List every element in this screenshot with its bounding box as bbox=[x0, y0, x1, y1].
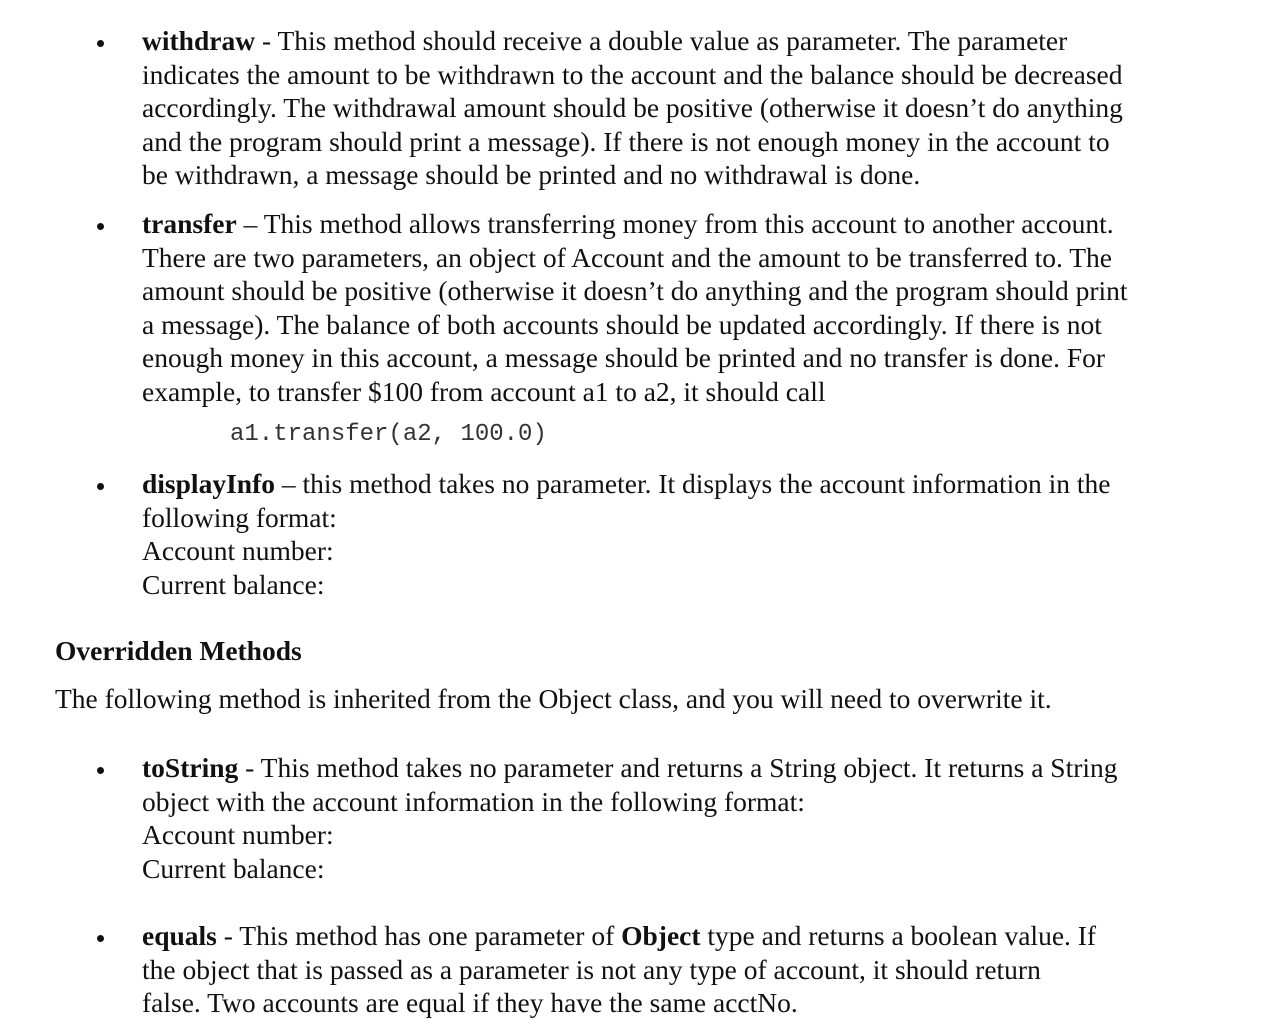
displayinfo-line-3: Current balance: bbox=[142, 568, 325, 600]
withdraw-line-1: indicates the amount to be withdrawn to the account and the balance should be decreased bbox=[142, 58, 1123, 90]
withdraw-line-0: withdraw - This method should receive a double value as parameter. The parameter bbox=[142, 25, 1068, 56]
method-name-displayinfo: displayInfo bbox=[142, 468, 275, 499]
equals-line-1: the object that is passed as a parameter is not any type of account, it should return bbox=[142, 953, 1041, 985]
displayinfo-description bbox=[142, 467, 1222, 601]
displayinfo-line-2: Account number: bbox=[142, 535, 334, 567]
bullet-icon bbox=[97, 767, 104, 774]
tostring-line-2: Account number: bbox=[142, 819, 334, 851]
withdraw-line-2: accordingly. The withdrawal amount should be positive (otherwise it doesn’t do anything bbox=[142, 92, 1123, 124]
equals-description bbox=[142, 919, 1222, 1020]
section-intro: The following method is inherited from the Object class, and you will need to overwrite it. bbox=[55, 683, 1052, 714]
equals-line-2: false. Two accounts are equal if they have the same acctNo. bbox=[142, 987, 798, 1019]
bullet-icon bbox=[97, 40, 104, 47]
withdraw-line-3: and the program should print a message). If there is not enough money in the account to bbox=[142, 125, 1110, 157]
tostring-description bbox=[142, 751, 1222, 885]
transfer-line-0: transfer – This method allows transferring money from this account to another account. bbox=[142, 208, 1114, 239]
transfer-line-5: example, to transfer $100 from account a1 to a2, it should call bbox=[142, 375, 826, 407]
withdraw-line-4: be withdrawn, a message should be printed and no withdrawal is done. bbox=[142, 159, 921, 191]
transfer-line-2: amount should be positive (otherwise it doesn’t do anything and the program should print bbox=[142, 275, 1128, 307]
method-name-equals: equals bbox=[142, 920, 217, 951]
object-type-name: Object bbox=[621, 920, 701, 951]
section-heading: Overridden Methods bbox=[55, 635, 302, 666]
bullet-icon bbox=[97, 935, 104, 942]
equals-line-0: equals - This method has one parameter of Object type and returns a boolean value. If bbox=[142, 920, 1097, 951]
transfer-line-1: There are two parameters, an object of Account and the amount to be transferred to. The bbox=[142, 241, 1113, 273]
code-example: a1.transfer(a2, 100.0) bbox=[230, 421, 547, 448]
withdraw-description bbox=[142, 24, 1222, 192]
transfer-line-3: a message). The balance of both accounts should be updated accordingly. If there is not bbox=[142, 308, 1102, 340]
bullet-icon bbox=[97, 483, 104, 490]
method-name-withdraw: withdraw bbox=[142, 25, 256, 56]
displayinfo-line-0: displayInfo – this method takes no parameter. It displays the account information in the bbox=[142, 468, 1111, 499]
displayinfo-line-1: following format: bbox=[142, 501, 337, 533]
method-name-transfer: transfer bbox=[142, 208, 237, 239]
transfer-line-4: enough money in this account, a message should be printed and no transfer is done. For bbox=[142, 342, 1106, 374]
transfer-description bbox=[142, 207, 1222, 409]
tostring-line-3: Current balance: bbox=[142, 852, 325, 884]
bullet-icon bbox=[97, 223, 104, 230]
tostring-line-1: object with the account information in the following format: bbox=[142, 785, 805, 817]
tostring-line-0: toString - This method takes no parameter and returns a String object. It returns a String bbox=[142, 752, 1118, 783]
method-name-tostring: toString bbox=[142, 752, 239, 783]
